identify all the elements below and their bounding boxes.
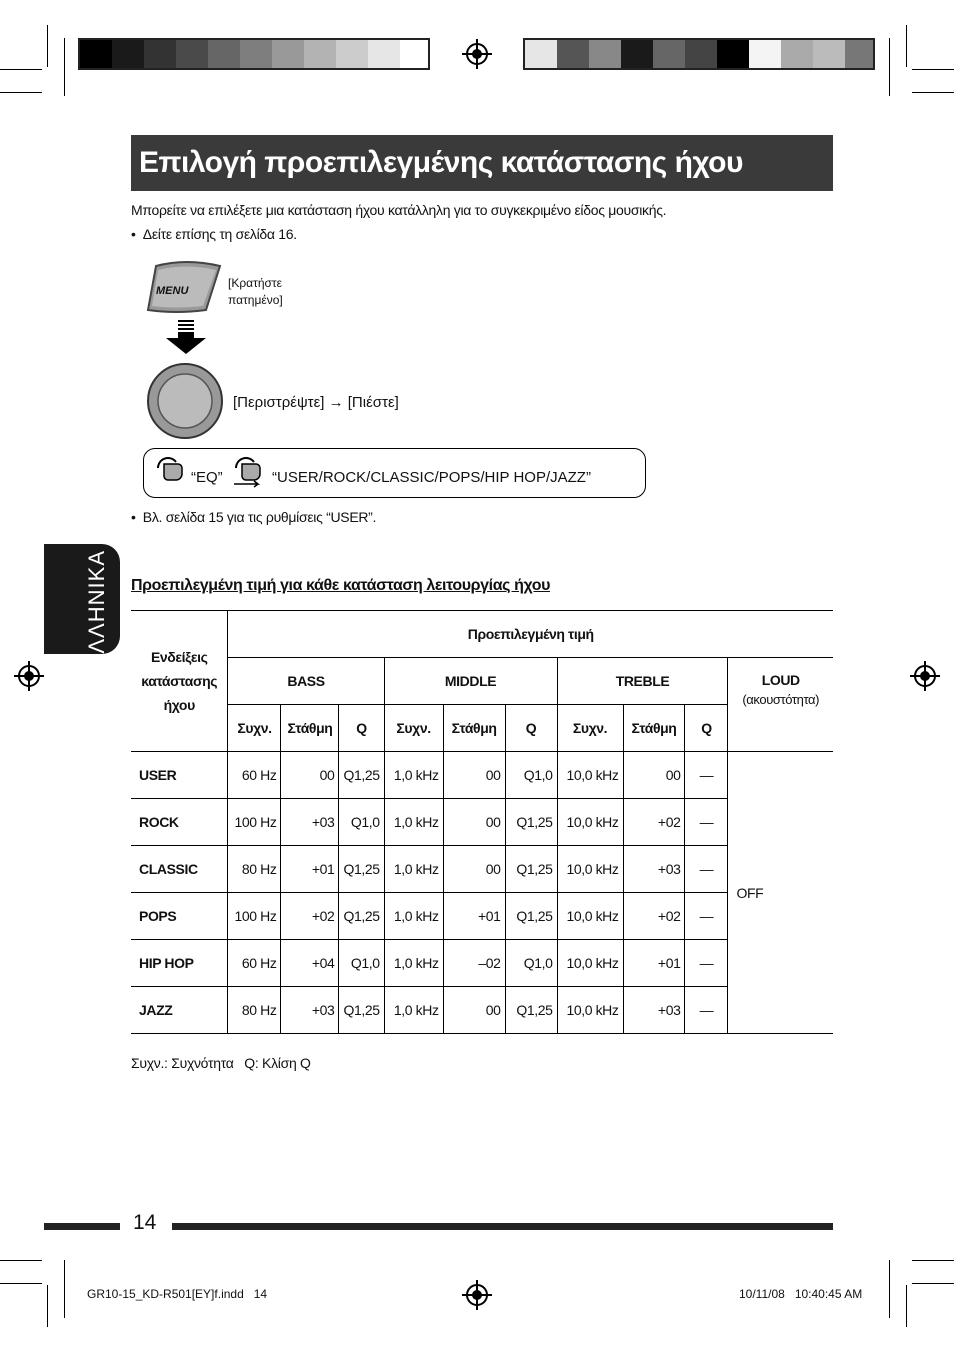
crop-mark xyxy=(47,1285,48,1327)
middle-q-header: Q xyxy=(505,705,557,752)
page-rule-left xyxy=(44,1223,120,1230)
middle-q-cell: Q1,25 xyxy=(505,893,557,940)
bass-level-cell: +03 xyxy=(281,799,339,846)
middle-freq-cell: 1,0 kHz xyxy=(384,893,443,940)
registration-mark-icon xyxy=(466,43,488,65)
treble-q-header: Q xyxy=(685,705,728,752)
mode-header xyxy=(131,611,228,752)
treble-q-cell: — xyxy=(685,893,728,940)
middle-level-cell: –02 xyxy=(443,940,505,987)
crop-mark xyxy=(906,25,907,67)
middle-freq-header: Συχν. xyxy=(384,705,443,752)
middle-q-cell: Q1,0 xyxy=(505,940,557,987)
treble-freq-cell: 10,0 kHz xyxy=(557,893,623,940)
language-tab-label: ΕΛΛΗΝΙΚΑ xyxy=(84,550,109,670)
grayscale-bar-left xyxy=(78,38,430,70)
knob-instruction: [Περιστρέψτε] → [Πιέστε] xyxy=(233,394,399,411)
treble-freq-cell: 10,0 kHz xyxy=(557,987,623,1034)
table-heading: Προεπιλεγμένη τιμή για κάθε κατάσταση λειτουργίας ήχου xyxy=(131,577,551,594)
default-value-header: Προεπιλεγμένη τιμή xyxy=(228,611,833,658)
control-dial-icon xyxy=(146,362,224,440)
middle-freq-cell: 1,0 kHz xyxy=(384,752,443,799)
bass-freq-cell: 100 Hz xyxy=(228,893,281,940)
menu-button-label: MENU xyxy=(156,285,189,297)
bass-level-cell: 00 xyxy=(281,752,339,799)
mode-header-line1: Ενδείξεις xyxy=(150,649,208,665)
treble-header: TREBLE xyxy=(557,658,728,705)
crop-mark xyxy=(47,25,48,67)
mode-cell: CLASSIC xyxy=(131,846,228,893)
bass-freq-cell: 80 Hz xyxy=(228,846,281,893)
treble-level-header: Στάθμη xyxy=(623,705,685,752)
loud-sublabel: (ακουστότητα) xyxy=(742,692,820,707)
middle-q-cell: Q1,25 xyxy=(505,799,557,846)
treble-level-cell: +02 xyxy=(623,893,685,940)
footnote: Συχν.: Συχνότητα Q: Κλίση Q xyxy=(131,1055,311,1071)
crop-mark xyxy=(0,1260,42,1261)
crop-mark xyxy=(0,69,42,70)
mode-header-line3: ήχου xyxy=(163,697,195,713)
bass-q-cell: Q1,25 xyxy=(339,846,384,893)
treble-freq-header: Συχν. xyxy=(557,705,623,752)
hold-note-line1: [Κρατήστε xyxy=(228,276,283,290)
middle-level-cell: 00 xyxy=(443,987,505,1034)
middle-level-header: Στάθμη xyxy=(443,705,505,752)
crop-mark xyxy=(912,1260,954,1261)
middle-level-cell: 00 xyxy=(443,752,505,799)
treble-level-cell: +03 xyxy=(623,846,685,893)
bass-q-header: Q xyxy=(339,705,384,752)
treble-freq-cell: 10,0 kHz xyxy=(557,752,623,799)
treble-freq-cell: 10,0 kHz xyxy=(557,846,623,893)
bass-level-cell: +02 xyxy=(281,893,339,940)
crop-mark xyxy=(906,1285,907,1327)
loud-header xyxy=(728,658,833,752)
middle-q-cell: Q1,25 xyxy=(505,846,557,893)
bass-freq-cell: 60 Hz xyxy=(228,752,281,799)
see-also-item xyxy=(131,226,297,242)
crop-mark xyxy=(889,1260,890,1318)
middle-level-cell: 00 xyxy=(443,799,505,846)
middle-q-cell: Q1,0 xyxy=(505,752,557,799)
rotate-press-hand-icon xyxy=(232,454,268,488)
treble-q-cell: — xyxy=(685,799,728,846)
table-row xyxy=(131,893,833,940)
bass-freq-cell: 100 Hz xyxy=(228,799,281,846)
mode-cell: POPS xyxy=(131,893,228,940)
bass-q-cell: Q1,25 xyxy=(339,987,384,1034)
middle-level-cell: +01 xyxy=(443,893,505,940)
treble-level-cell: +01 xyxy=(623,940,685,987)
mode-cell: USER xyxy=(131,752,228,799)
eq-defaults-table xyxy=(131,610,833,1034)
bass-level-cell: +04 xyxy=(281,940,339,987)
bass-level-header: Στάθμη xyxy=(281,705,339,752)
bass-header: BASS xyxy=(228,658,384,705)
hold-note-line2: πατημένο] xyxy=(228,293,283,307)
middle-q-cell: Q1,25 xyxy=(505,987,557,1034)
eq-step1: “EQ” xyxy=(191,469,223,486)
bass-q-cell: Q1,0 xyxy=(339,940,384,987)
page-rule-right xyxy=(172,1223,833,1230)
user-note: Βλ. σελίδα 15 για τις ρυθμίσεις “USER”. xyxy=(142,509,377,525)
middle-freq-cell: 1,0 kHz xyxy=(384,846,443,893)
mode-cell: HIP HOP xyxy=(131,940,228,987)
eq-step2: “USER/ROCK/CLASSIC/POPS/HIP HOP/JAZZ” xyxy=(272,469,591,486)
treble-q-cell: — xyxy=(685,846,728,893)
treble-level-cell: 00 xyxy=(623,752,685,799)
rotate-hand-icon xyxy=(154,454,188,482)
bass-q-cell: Q1,25 xyxy=(339,752,384,799)
crop-mark xyxy=(912,1283,954,1284)
registration-mark-icon xyxy=(914,665,936,687)
bass-freq-cell: 60 Hz xyxy=(228,940,281,987)
crop-mark xyxy=(912,92,954,93)
treble-freq-cell: 10,0 kHz xyxy=(557,940,623,987)
hold-note xyxy=(228,275,283,309)
treble-q-cell: — xyxy=(685,987,728,1034)
middle-level-cell: 00 xyxy=(443,846,505,893)
crop-mark xyxy=(912,69,954,70)
registration-mark-icon xyxy=(466,1284,488,1306)
middle-header: MIDDLE xyxy=(384,658,557,705)
treble-freq-cell: 10,0 kHz xyxy=(557,799,623,846)
user-note-item xyxy=(131,509,376,525)
table-row xyxy=(131,752,833,799)
crop-mark xyxy=(0,1283,42,1284)
table-row xyxy=(131,940,833,987)
page-title: Επιλογή προεπιλεγμένης κατάστασης ήχου xyxy=(139,146,743,179)
language-tab xyxy=(44,544,120,670)
bass-q-cell: Q1,0 xyxy=(339,799,384,846)
table-row xyxy=(131,846,833,893)
mode-header-line2: κατάστασης xyxy=(141,673,218,689)
footer-file: GR10-15_KD-R501[EY]f.indd 14 xyxy=(87,1287,268,1301)
crop-mark xyxy=(889,38,890,96)
see-also-text: Δείτε επίσης τη σελίδα 16. xyxy=(142,226,297,242)
loud-label: LOUD xyxy=(761,672,800,688)
middle-freq-cell: 1,0 kHz xyxy=(384,799,443,846)
bass-freq-cell: 80 Hz xyxy=(228,987,281,1034)
treble-q-cell: — xyxy=(685,752,728,799)
grayscale-bar-right xyxy=(523,38,875,70)
middle-freq-cell: 1,0 kHz xyxy=(384,987,443,1034)
page-number: 14 xyxy=(133,1211,157,1234)
footer-date: 10/11/08 10:40:45 AM xyxy=(739,1287,863,1301)
crop-mark xyxy=(0,92,42,93)
registration-mark-icon xyxy=(18,665,40,687)
middle-freq-cell: 1,0 kHz xyxy=(384,940,443,987)
mode-cell: ROCK xyxy=(131,799,228,846)
table-row xyxy=(131,987,833,1034)
bass-freq-header: Συχν. xyxy=(228,705,281,752)
treble-level-cell: +03 xyxy=(623,987,685,1034)
bass-level-cell: +03 xyxy=(281,987,339,1034)
crop-mark xyxy=(64,1260,65,1318)
treble-level-cell: +02 xyxy=(623,799,685,846)
bass-q-cell: Q1,25 xyxy=(339,893,384,940)
bullet: • xyxy=(131,509,143,525)
bullet: • xyxy=(131,226,143,242)
loud-value-cell: OFF xyxy=(728,752,833,1034)
treble-q-cell: — xyxy=(685,940,728,987)
bass-level-cell: +01 xyxy=(281,846,339,893)
table-row xyxy=(131,799,833,846)
mode-cell: JAZZ xyxy=(131,987,228,1034)
title-band xyxy=(131,135,833,191)
crop-mark xyxy=(64,38,65,96)
down-arrow-icon xyxy=(166,320,206,356)
intro-text: Μπορείτε να επιλέξετε μια κατάσταση ήχου κατάλληλη για το συγκεκριμένο είδος μουσικής. xyxy=(131,202,667,218)
